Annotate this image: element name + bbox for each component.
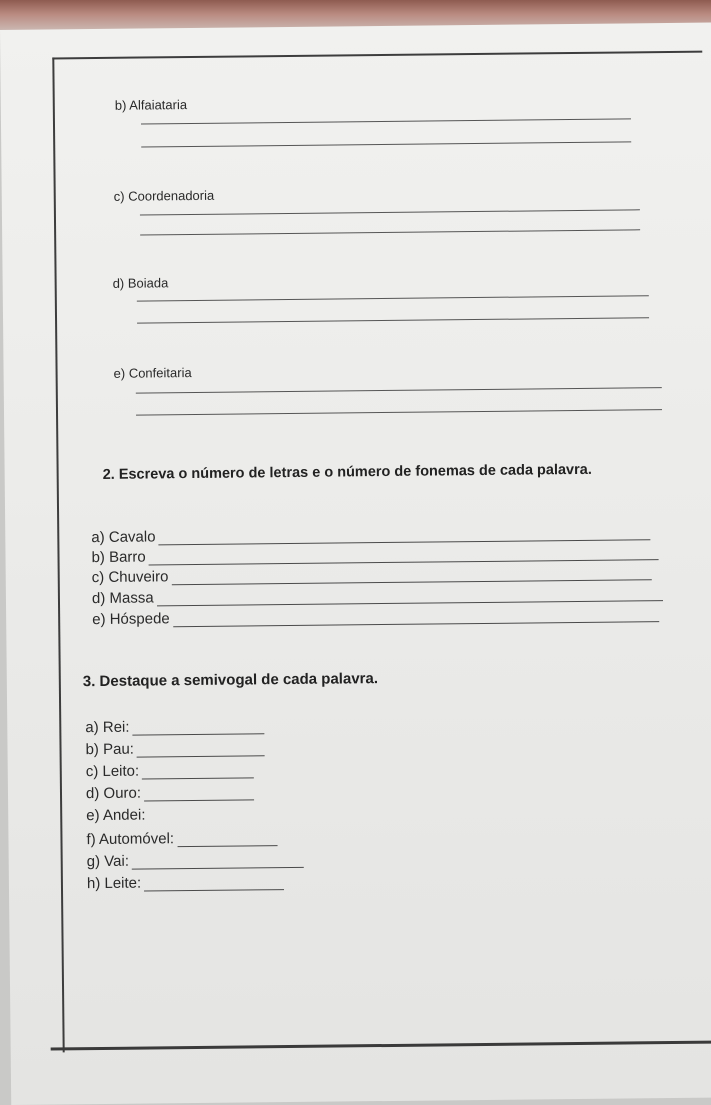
item-label: h) Leite: [86, 874, 142, 893]
answer-line[interactable] [136, 387, 662, 394]
answer-line[interactable] [141, 141, 631, 147]
answer-line[interactable] [144, 785, 254, 801]
item-label: g) Vai: [86, 852, 130, 871]
item-label: e) Hóspede [92, 610, 170, 629]
worksheet-page [0, 23, 711, 1105]
list-item [87, 851, 304, 870]
item-label: e) Confeitaria [113, 365, 192, 381]
page-border-top [52, 51, 702, 60]
list-item [86, 807, 145, 825]
answer-line[interactable] [137, 317, 649, 323]
answer-line[interactable] [144, 875, 284, 891]
list-item [85, 717, 264, 736]
list-item [86, 761, 255, 780]
answer-line[interactable] [140, 209, 640, 215]
answer-line[interactable] [149, 545, 659, 565]
item-label: d) Boiada [112, 275, 169, 291]
item-label: b) Alfaiataria [114, 97, 188, 113]
answer-line[interactable] [132, 853, 304, 870]
list-item [91, 543, 658, 566]
answer-line[interactable] [141, 118, 631, 124]
list-item [86, 829, 277, 848]
answer-line[interactable] [136, 409, 662, 416]
item-label: f) Automóvel: [86, 830, 175, 849]
item-label: a) Cavalo [91, 528, 156, 547]
answer-line[interactable] [142, 763, 254, 779]
item-label: d) Massa [91, 589, 154, 608]
answer-line[interactable] [137, 295, 649, 301]
list-item [86, 783, 254, 802]
page-border-bottom [51, 1040, 711, 1050]
item-label: a) Rei: [85, 718, 130, 737]
list-item [85, 739, 265, 758]
item-label: e) Andei: [86, 806, 146, 825]
list-item [92, 584, 663, 607]
list-item [87, 873, 284, 892]
list-item [92, 605, 659, 628]
item-label: c) Chuveiro [91, 568, 169, 587]
question-3-heading: 3. Destaque a semivogal de cada palavra. [82, 670, 379, 691]
item-label: b) Pau: [85, 740, 135, 759]
list-item [91, 523, 650, 546]
question-2-heading: 2. Escreva o número de letras e o número de fonemas de cada palavra. [102, 461, 592, 483]
answer-line[interactable] [137, 741, 265, 757]
item-label: c) Coordenadoria [113, 187, 215, 204]
item-label: d) Ouro: [85, 784, 142, 803]
answer-line[interactable] [171, 565, 651, 585]
answer-line[interactable] [157, 586, 663, 606]
answer-line[interactable] [158, 525, 650, 545]
answer-line[interactable] [132, 719, 264, 735]
item-label: b) Barro [91, 548, 146, 567]
answer-line[interactable] [140, 229, 640, 235]
list-item [92, 563, 652, 586]
answer-line[interactable] [177, 831, 277, 847]
answer-line[interactable] [173, 607, 659, 627]
page-border-left [52, 57, 64, 1052]
item-label: c) Leito: [85, 762, 140, 781]
